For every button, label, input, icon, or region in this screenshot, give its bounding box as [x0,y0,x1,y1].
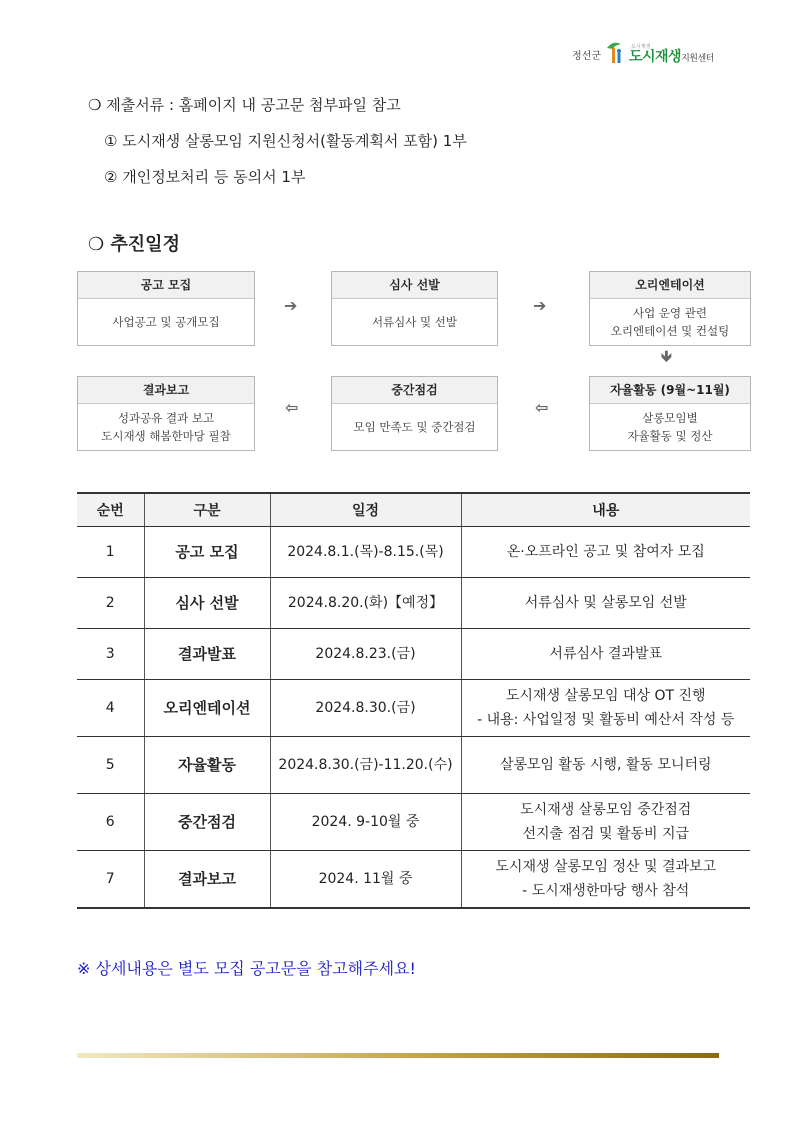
cell-no: 3 [77,629,144,680]
cell-category: 자율활동 [144,737,270,794]
flow-box-midcheck [331,376,498,451]
header-date: 일정 [270,493,461,527]
brand-suffix: 지원센터 [681,54,714,64]
cell-content [461,737,750,794]
cell-no: 1 [77,527,144,578]
submission-item-2: ② 개인정보처리 등 동의서 1부 [104,168,306,186]
cell-content [461,794,750,851]
cell-category: 결과보고 [144,851,270,908]
cell-no: 2 [77,578,144,629]
flow-box-text: 오리엔테이션 및 컨설팅 [610,324,730,338]
flow-box-title: 결과보고 [78,377,254,404]
table-row [77,794,750,851]
flow-box-title: 심사 선발 [332,272,497,299]
county-name: 정선군 [572,51,601,62]
content-line: 서류심사 결과발표 [549,646,663,662]
cell-date: 2024.8.30.(금)-11.20.(수) [270,737,461,794]
cell-category: 심사 선발 [144,578,270,629]
cell-date: 2024. 9-10월 중 [270,794,461,851]
flow-box-text: 자율활동 및 정산 [627,429,713,443]
cell-content [461,527,750,578]
schedule-table [77,492,750,909]
cell-category: 오리엔테이션 [144,680,270,737]
flow-box-selection [331,271,498,346]
flow-box-title: 중간점검 [332,377,497,404]
cell-date: 2024.8.30.(금) [270,680,461,737]
brand-tagline: 도시재생 [630,44,651,50]
submission-heading: ❍ 제출서류 : 홈페이지 내 공고문 첨부파일 참고 [88,96,401,114]
flow-box-title: 오리엔테이션 [590,272,750,299]
cell-content [461,680,750,737]
content-line: 살롱모임 활동 시행, 활동 모니터링 [499,757,712,773]
table-row [77,680,750,737]
cell-date: 2024.8.1.(목)-8.15.(목) [270,527,461,578]
content-line: 온·오프라인 공고 및 참여자 모집 [506,544,705,560]
flow-box-text: 사업공고 및 공개모집 [112,315,220,329]
flow-box-title: 공고 모집 [78,272,254,299]
flow-box-text: 사업 운영 관련 [633,306,707,320]
tree-person-icon [605,40,625,64]
flow-box-text: 도시재생 해봄한마당 필참 [101,429,231,443]
arrow-right-icon: ➔ [284,296,298,315]
content-line: 서류심사 및 살롱모임 선발 [524,595,687,611]
cell-date: 2024.8.23.(금) [270,629,461,680]
arrow-right-icon: ➔ [533,296,547,315]
flow-box-text: 모임 만족도 및 중간점검 [353,420,476,434]
flow-box-body [332,299,497,345]
flow-box-body [78,404,254,450]
table-row [77,527,750,578]
flow-box-report [77,376,255,451]
cell-content [461,851,750,908]
header-no: 순번 [77,493,144,527]
flow-box-activity [589,376,751,451]
arrow-left-icon: ⇦ [535,398,549,417]
flow-box-body [590,299,750,345]
header-content: 내용 [461,493,750,527]
brand-block [629,45,714,64]
cell-content [461,578,750,629]
content-line: - 내용: 사업일정 및 활동비 예산서 작성 등 [477,712,735,728]
cell-no: 4 [77,680,144,737]
cell-no: 6 [77,794,144,851]
table-row [77,629,750,680]
table-row [77,737,750,794]
arrow-left-icon: ⇦ [285,398,299,417]
cell-content [461,629,750,680]
footer-divider [77,1053,719,1058]
schedule-heading: ❍ 추진일정 [88,234,180,255]
brand-name-text: 도시재생 [628,49,682,65]
cell-no: 7 [77,851,144,908]
header-category: 구분 [144,493,270,527]
flow-box-title: 자율활동 (9월~11월) [590,377,750,404]
cell-no: 5 [77,737,144,794]
content-line: 도시재생 살롱모임 정산 및 결과보고 [495,858,717,875]
content-line: 도시재생 살롱모임 중간점검 [520,802,692,818]
flow-box-text: 살롱모임별 [642,411,698,425]
flow-box-body [332,404,497,450]
flow-box-body [590,404,750,450]
notice-text: ※ 상세내용은 별도 모집 공고문을 참고해주세요! [77,959,416,978]
cell-category: 결과발표 [144,629,270,680]
submission-item-1: ① 도시재생 살롱모임 지원신청서(활동계획서 포함) 1부 [104,132,467,150]
cell-date: 2024. 11월 중 [270,851,461,908]
flow-box-text: 성과공유 결과 보고 [117,411,215,425]
flow-box-recruit [77,271,255,346]
cell-category: 공고 모집 [144,527,270,578]
cell-date: 2024.8.20.(화)【예정】 [270,578,461,629]
content-line: 도시재생 살롱모임 대상 OT 진행 [505,688,706,704]
flow-box-body [78,299,254,345]
table-row [77,578,750,629]
content-line: 선지출 점검 및 활동비 지급 [522,826,690,842]
flow-box-text: 서류심사 및 선발 [371,315,458,329]
table-row [77,851,750,908]
brand-name [629,50,714,64]
table-header-row [77,493,750,527]
flow-box-orientation [589,271,751,346]
arrow-down-icon: 🡻 [661,347,672,365]
cell-category: 중간점검 [144,794,270,851]
content-line: - 도시재생한마당 행사 참석 [522,882,690,899]
header-logo [572,40,714,64]
